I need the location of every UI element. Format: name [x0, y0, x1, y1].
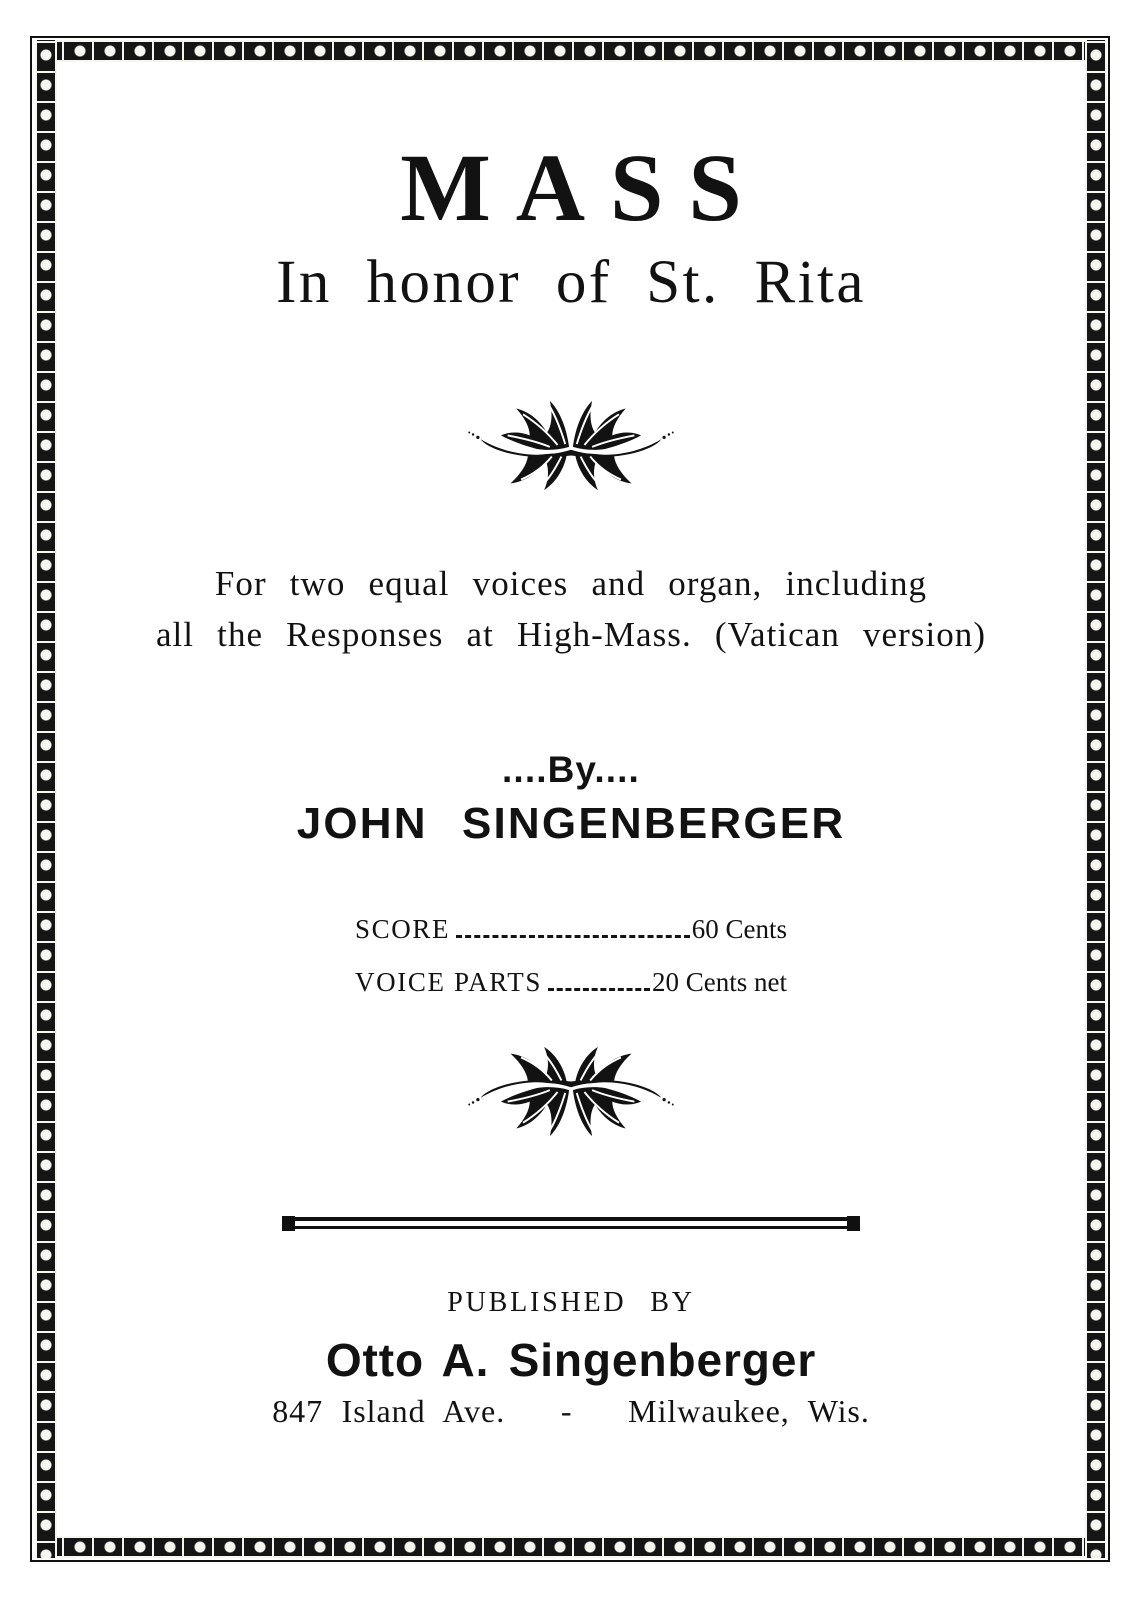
- leaf-spray-icon: [455, 1044, 687, 1140]
- dashed-leader: [548, 988, 650, 991]
- price-label: SCORE: [355, 913, 451, 944]
- description: [156, 559, 986, 661]
- description-line-1: For two equal voices and organ, including: [214, 564, 928, 603]
- rule-lines: [295, 1217, 847, 1229]
- leaf-spray-icon: [455, 397, 687, 493]
- dashed-leader: [456, 935, 690, 938]
- price-value: 20 Cents net: [652, 966, 787, 997]
- border-band-bottom: [35, 1536, 1107, 1558]
- price-value: 60 Cents: [691, 913, 787, 944]
- rule-end-cap-right: [847, 1216, 860, 1231]
- border-band-left: [35, 40, 57, 1558]
- border-band-right: [1085, 40, 1107, 1558]
- price-list: [355, 914, 787, 998]
- leaf-spray-ornament-top: [455, 397, 687, 493]
- price-row-score: [355, 914, 787, 945]
- published-by-label: PUBLISHED BY: [447, 1286, 695, 1318]
- rule-end-cap-left: [282, 1216, 295, 1231]
- leaf-spray-ornament-bottom: [455, 1044, 687, 1140]
- byline-prefix: ....By....: [502, 748, 640, 790]
- double-rule-divider: [282, 1216, 860, 1231]
- price-label: VOICE PARTS: [355, 966, 542, 997]
- publisher-address: 847 Island Ave. - Milwaukee, Wis.: [272, 1392, 870, 1429]
- composer-name: JOHN SINGENBERGER: [296, 798, 846, 848]
- border-band-top: [35, 40, 1107, 62]
- page-subtitle: In honor of St. Rita: [276, 249, 866, 316]
- publisher-name: Otto A. Singenberger: [325, 1333, 817, 1386]
- content-column: [62, 62, 1080, 1536]
- description-line-2: all the Responses at High-Mass. (Vatican version): [155, 614, 987, 654]
- page-title: MASS: [400, 134, 767, 241]
- price-row-voice-parts: [355, 967, 787, 998]
